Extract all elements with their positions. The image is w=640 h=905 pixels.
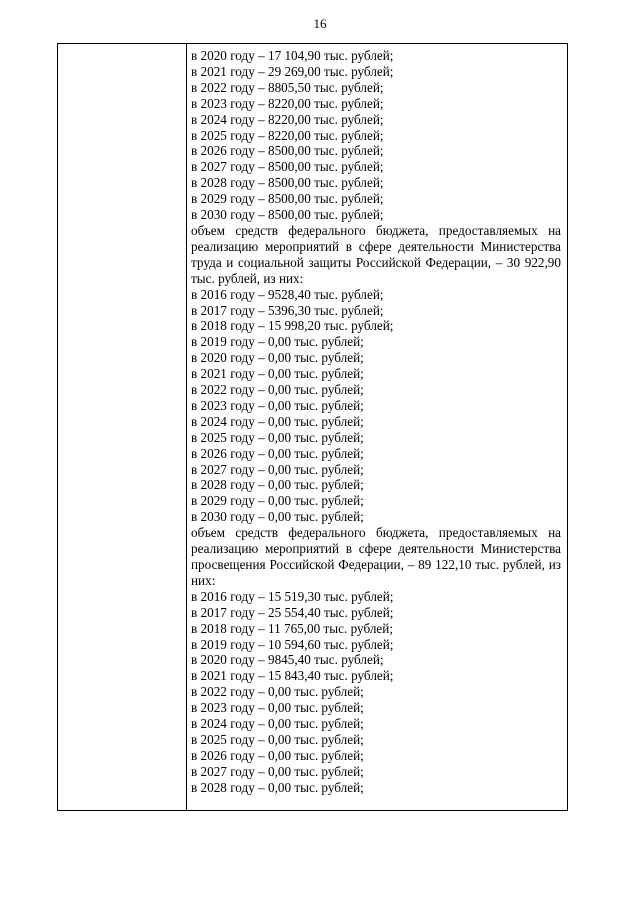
year-amount-line: в 2018 году – 15 998,20 тыс. рублей; xyxy=(191,318,394,334)
year-amount-line: в 2021 году – 0,00 тыс. рублей; xyxy=(191,366,364,382)
year-amount-line: в 2025 году – 0,00 тыс. рублей; xyxy=(191,429,364,445)
column-divider xyxy=(186,44,187,810)
year-amount-line: в 2028 году – 0,00 тыс. рублей; xyxy=(191,779,364,795)
year-amount-line: в 2018 году – 11 765,00 тыс. рублей; xyxy=(191,620,393,636)
year-amount-line: в 2021 году – 15 843,40 тыс. рублей; xyxy=(191,668,394,684)
year-amount-line: в 2024 году – 0,00 тыс. рублей; xyxy=(191,413,364,429)
year-amount-line: в 2028 году – 8500,00 тыс. рублей; xyxy=(191,175,384,191)
year-amount-line: в 2017 году – 25 554,40 тыс. рублей; xyxy=(191,604,394,620)
year-amount-line: в 2027 году – 8500,00 тыс. рублей; xyxy=(191,159,384,175)
year-amount-line: в 2027 году – 0,00 тыс. рублей; xyxy=(191,763,364,779)
year-amount-line: в 2020 году – 0,00 тыс. рублей; xyxy=(191,350,364,366)
year-amount-line: в 2027 году – 0,00 тыс. рублей; xyxy=(191,461,364,477)
year-amount-line: в 2028 году – 0,00 тыс. рублей; xyxy=(191,477,364,493)
funding-table xyxy=(57,43,568,811)
year-amount-line: в 2026 году – 0,00 тыс. рублей; xyxy=(191,747,364,763)
year-amount-line: в 2021 году – 29 269,00 тыс. рублей; xyxy=(191,63,394,79)
year-amount-line: в 2023 году – 8220,00 тыс. рублей; xyxy=(191,95,384,111)
year-amount-line: в 2026 году – 0,00 тыс. рублей; xyxy=(191,445,364,461)
year-amount-line: в 2016 году – 9528,40 тыс. рублей; xyxy=(191,286,384,302)
year-amount-line: в 2030 году – 0,00 тыс. рублей; xyxy=(191,509,364,525)
year-amount-line: в 2019 году – 10 594,60 тыс. рублей; xyxy=(191,636,394,652)
year-amount-line: в 2030 году – 8500,00 тыс. рублей; xyxy=(191,207,384,223)
year-amount-line: в 2022 году – 0,00 тыс. рублей; xyxy=(191,382,364,398)
year-amount-line: в 2025 году – 8220,00 тыс. рублей; xyxy=(191,127,384,143)
funding-cell xyxy=(191,48,561,796)
year-amount-line: в 2019 году – 0,00 тыс. рублей; xyxy=(191,334,364,350)
year-amount-line: в 2022 году – 0,00 тыс. рублей; xyxy=(191,684,364,700)
year-amount-line: в 2017 году – 5396,30 тыс. рублей; xyxy=(191,302,384,318)
year-amount-line: в 2025 году – 0,00 тыс. рублей; xyxy=(191,731,364,747)
funding-by-year-list xyxy=(191,48,561,223)
education-ministry-paragraph: объем средств федерального бюджета, предоставляемых на реализацию мероприятий в сфере деятельности Министерства просвещения Российской Федерации, – 89 122,10 тыс. рублей, из них: xyxy=(191,525,561,588)
year-amount-line: в 2023 году – 0,00 тыс. рублей; xyxy=(191,397,364,413)
year-amount-line: в 2023 году – 0,00 тыс. рублей; xyxy=(191,700,364,716)
year-amount-line: в 2024 году – 0,00 тыс. рублей; xyxy=(191,716,364,732)
year-amount-line: в 2016 году – 15 519,30 тыс. рублей; xyxy=(191,588,394,604)
year-amount-line: в 2029 году – 8500,00 тыс. рублей; xyxy=(191,191,384,207)
page-number: 16 xyxy=(313,16,327,31)
year-amount-line: в 2020 году – 9845,40 тыс. рублей; xyxy=(191,652,384,668)
year-amount-line: в 2022 году – 8805,50 тыс. рублей; xyxy=(191,79,384,95)
labor-ministry-by-year-list xyxy=(191,287,561,526)
year-amount-line: в 2024 году – 8220,00 тыс. рублей; xyxy=(191,111,384,127)
education-ministry-by-year-list xyxy=(191,589,561,796)
year-amount-line: в 2020 году – 17 104,90 тыс. рублей; xyxy=(191,48,394,63)
year-amount-line: в 2029 году – 0,00 тыс. рублей; xyxy=(191,493,364,509)
labor-ministry-paragraph: объем средств федерального бюджета, предоставляемых на реализацию мероприятий в сфере деятельности Министерства труда и социальной защиты Российской Федерации, – 30 922,90 тыс. рублей, из них: xyxy=(191,222,561,286)
year-amount-line: в 2026 году – 8500,00 тыс. рублей; xyxy=(191,143,384,159)
